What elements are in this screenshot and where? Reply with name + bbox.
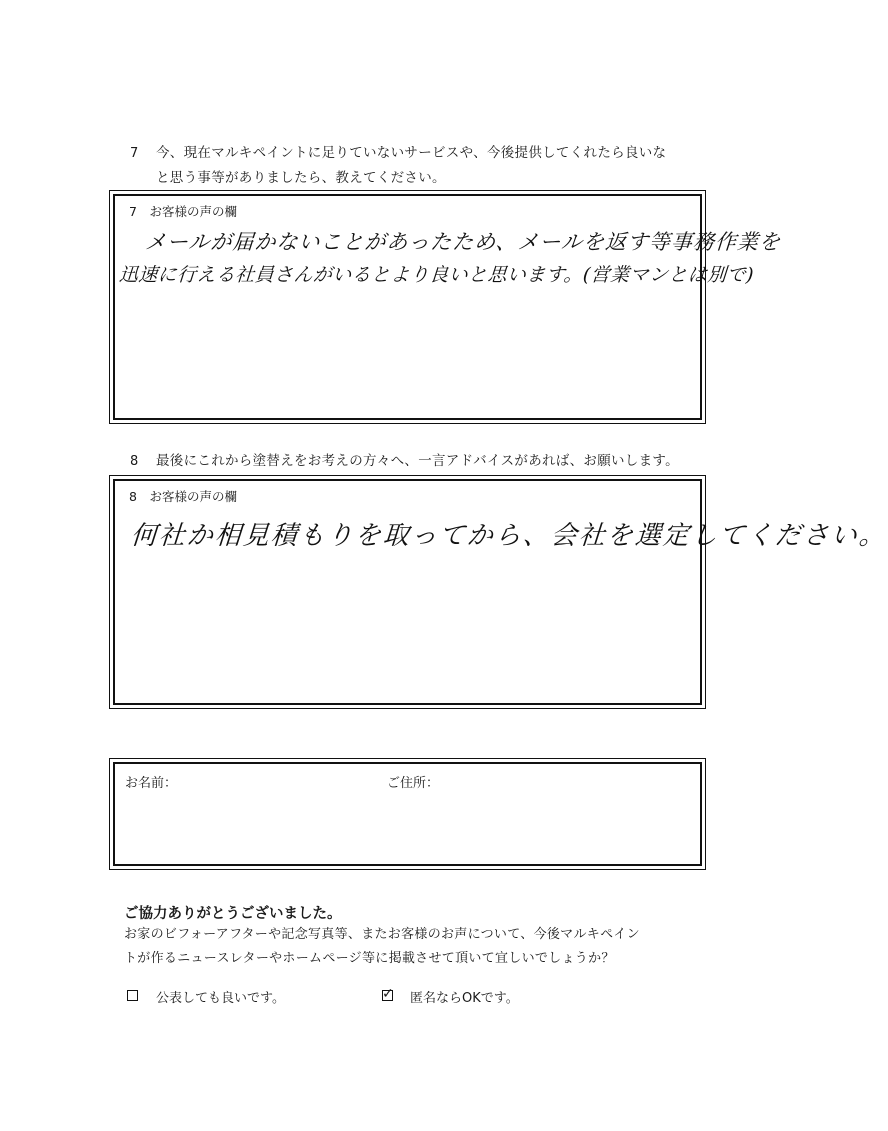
- q7-answer-box: [113, 194, 782, 420]
- name-label: お名前：: [125, 776, 178, 791]
- anonymous-option-label: 匿名ならOKです。: [410, 991, 519, 1006]
- check-mark-icon: ✓: [382, 986, 394, 1002]
- anonymous-checkbox[interactable]: [382, 986, 394, 1002]
- q8-question-line1: 最後にこれから塗替えをお考えの方々へ、一言アドバイスがあれば、お願いします。: [156, 453, 679, 469]
- thanks-message: ご協力ありがとうございました。: [124, 906, 342, 922]
- public-option-label: 公表しても良いです。: [156, 991, 285, 1006]
- q7-question-line1: 今、現在マルキペイントに足りていないサービスや、今後提供してくれたら良いな: [156, 145, 667, 161]
- q8-number: 8: [130, 454, 139, 469]
- q7-box-label: 7 お客様の声の欄: [129, 204, 237, 219]
- public-checkbox[interactable]: [127, 990, 138, 1001]
- consent-question-line1: お家のビフォーアフターや記念写真等、またお客様のお声について、今後マルキペイン: [124, 927, 640, 942]
- q7-answer-line2: 迅速に行える社員さんがいるとより良いと思います。(営業マンとは別で): [118, 264, 755, 286]
- q7-question-line2: と思う事等がありましたら、教えてください。: [156, 170, 446, 186]
- q8-answer-line1: 何社か相見積もりを取ってから、会社を選定してください。: [129, 521, 888, 551]
- contact-box: [113, 762, 702, 866]
- q7-answer-line1: メールが届かないことがあったため、メールを返す等事務作業を: [144, 230, 782, 254]
- address-label: ご住所：: [387, 776, 440, 791]
- consent-question-line2: トが作るニュースレターやホームページ等に掲載させて頂いて宜しいでしょうか？: [124, 951, 615, 966]
- q7-number: 7: [130, 146, 139, 161]
- q8-answer-box: [113, 479, 888, 705]
- q8-box-label: 8 お客様の声の欄: [129, 489, 237, 504]
